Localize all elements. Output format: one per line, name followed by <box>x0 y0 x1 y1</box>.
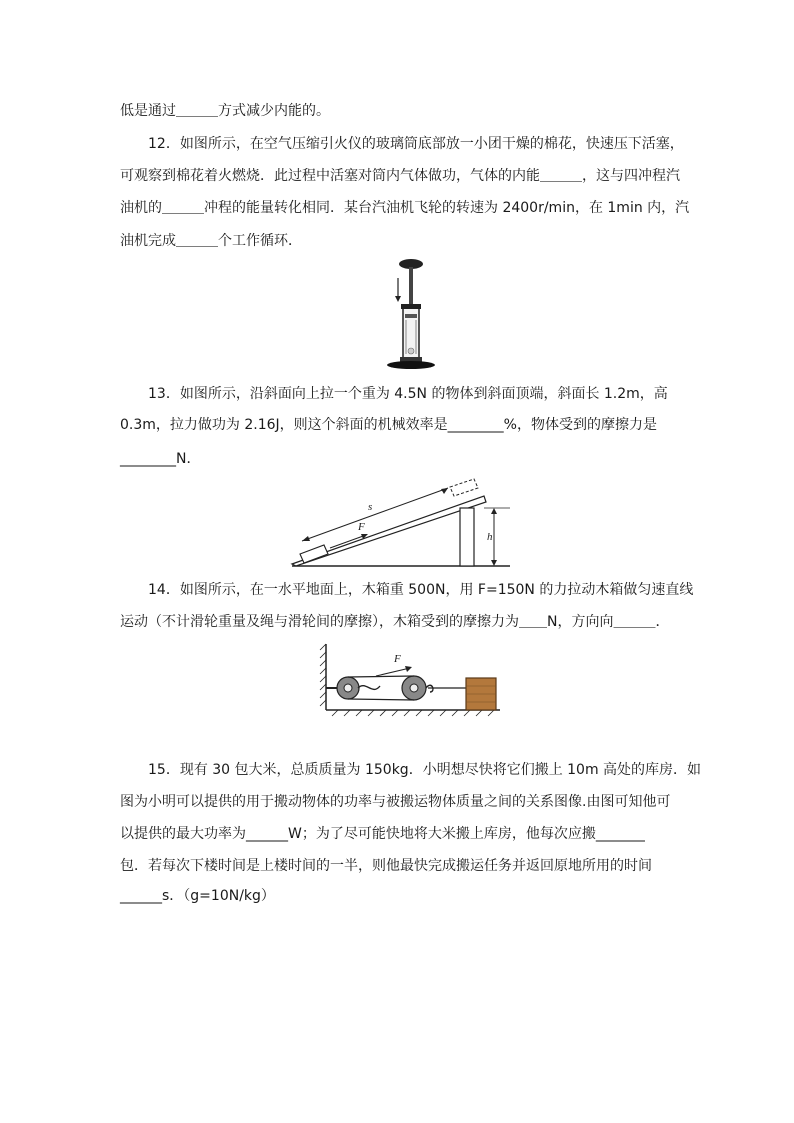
F-label: F <box>358 521 365 533</box>
force-arrow <box>376 668 410 676</box>
q13-line-1: 13．如图所示，沿斜面向上拉一个重为 4.5N 的物体到斜面顶端，斜面长 1.2m，高 <box>148 386 668 402</box>
rope-top <box>348 676 414 677</box>
F-label: F <box>394 653 401 665</box>
block-top-dashed <box>450 479 478 496</box>
q11-line-tail: 低是通过＿＿＿方式减少内能的。 <box>120 103 330 119</box>
rope-bottom <box>348 699 414 700</box>
cotton-ball <box>408 348 414 354</box>
h-label: h <box>487 531 493 543</box>
pulley-system-figure <box>318 642 502 718</box>
q13-line-3: ________N． <box>120 451 201 467</box>
q15-line-3: 以提供的最大功率为______W；为了尽可能快地将大米搬上库房，他每次应搬_______ <box>120 826 645 842</box>
q12-line-3: 油机的＿＿＿冲程的能量转化相同．某台汽油机飞轮的转速为 2400r/min，在 1min 内，汽 <box>120 200 690 216</box>
q15-line-5: ______s．（g=10N/kg） <box>120 888 275 904</box>
hook <box>426 685 433 692</box>
q15-line-2: 图为小明可以提供的用于搬动物体的功率与被搬运物体质量之间的关系图像.由图可知他可 <box>120 794 671 810</box>
q12-line-1: 12．如图所示，在空气压缩引火仪的玻璃筒底部放一小团干燥的棉花，快速压下活塞， <box>148 136 684 152</box>
q12-line-4: 油机完成＿＿＿个工作循环． <box>120 233 302 249</box>
q13-line-2: 0.3m，拉力做功为 2.16J，则这个斜面的机械效率是________%，物体受到的摩擦力是 <box>120 417 657 433</box>
q15-line-4: 包．若每次下楼时间是上楼时间的一半，则他最快完成搬运任务并返回原地所用的时间 <box>120 858 652 874</box>
q15-line-1: 15．现有 30 包大米，总质质量为 150kg．小明想尽快将它们搬上 10m 高处的库房．如 <box>148 762 702 778</box>
q14-line-2: 运动（不计滑轮重量及绳与滑轮间的摩擦），木箱受到的摩擦力为＿＿N，方向向＿＿＿． <box>120 614 670 630</box>
s-label: s <box>368 501 373 513</box>
support-post <box>460 508 474 566</box>
q12-line-2: 可观察到棉花着火燃烧．此过程中活塞对筒内气体做功，气体的内能＿＿＿，这与四冲程汽 <box>120 168 680 184</box>
q14-line-1: 14．如图所示，在一水平地面上，木箱重 500N，用 F=150N 的力拉动木箱做匀速直线 <box>148 582 694 598</box>
inclined-plane-figure <box>288 474 514 570</box>
syringe-base <box>387 361 435 369</box>
fire-syringe-figure <box>378 256 440 372</box>
piston-rod <box>409 267 413 307</box>
s-arrow <box>302 488 448 541</box>
